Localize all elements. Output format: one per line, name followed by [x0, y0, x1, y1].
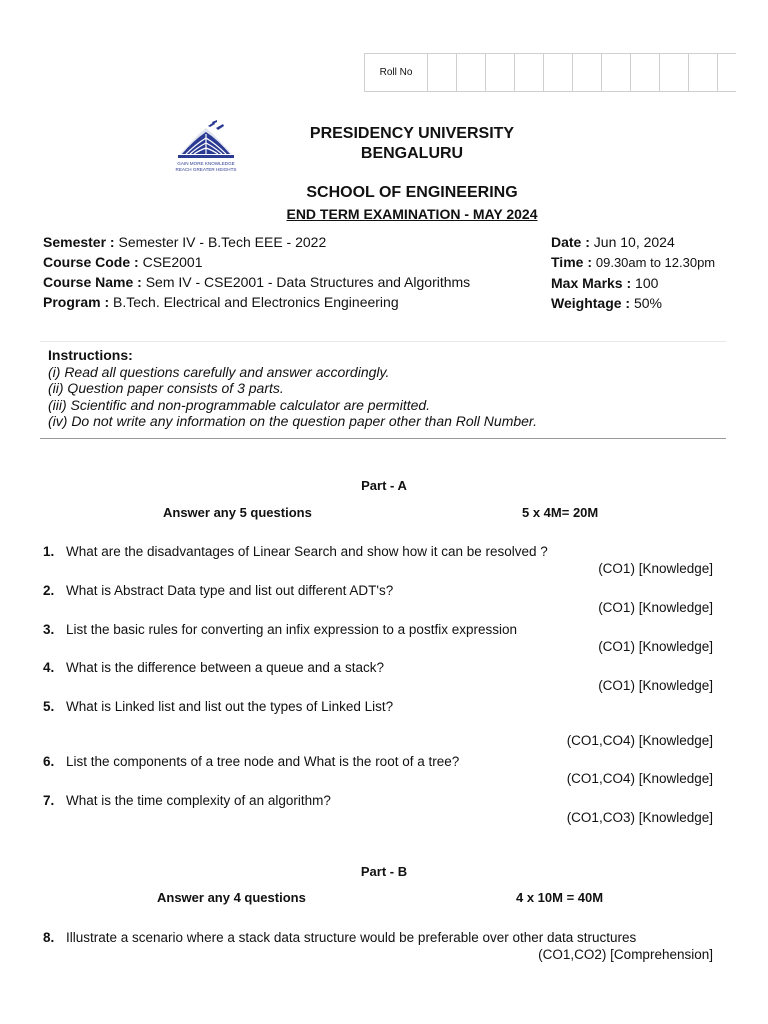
logo-text-2: REACH GREATER HEIGHTS — [175, 167, 237, 172]
roll-number-box[interactable] — [364, 53, 736, 92]
meta-value: CSE2001 — [142, 254, 203, 270]
question-7 — [43, 793, 331, 808]
meta-value: Sem IV - CSE2001 - Data Structures and Algorithms — [145, 274, 471, 290]
roll-cell[interactable] — [660, 54, 689, 91]
question-text: What are the disadvantages of Linear Search and show how it can be resolved ? — [66, 544, 548, 559]
meta-key: Time : — [551, 254, 592, 270]
roll-cell[interactable] — [689, 54, 718, 91]
roll-cell[interactable] — [486, 54, 515, 91]
meta-value: 100 — [635, 275, 659, 291]
question-text: List the components of a tree node and What is the root of a tree? — [66, 754, 460, 769]
question-7-tag: (CO1,CO3) [Knowledge] — [566, 810, 713, 825]
meta-key: Date : — [551, 234, 590, 250]
part-b-label: Part - B — [360, 864, 408, 879]
question-number: 7. — [43, 793, 55, 808]
instruction-item: (iv) Do not write any information on the question paper other than Roll Number. — [48, 413, 537, 429]
meta-value: 50% — [633, 295, 662, 311]
question-6 — [43, 754, 459, 769]
meta-value: Jun 10, 2024 — [593, 234, 675, 250]
exam-title: END TERM EXAMINATION - MAY 2024 — [286, 206, 538, 222]
meta-value: B.Tech. Electrical and Electronics Engineering — [113, 294, 399, 310]
instruction-item: (iii) Scientific and non-programmable calculator are permitted. — [48, 396, 431, 413]
roll-cell[interactable] — [573, 54, 602, 91]
meta-row-course-code — [43, 252, 470, 272]
meta-value: 09.30am to 12.30pm — [595, 255, 716, 270]
exam-details — [551, 232, 715, 313]
question-text: What is the time complexity of an algorithm? — [66, 793, 331, 808]
question-number: 5. — [43, 699, 55, 714]
part-a-instruction: Answer any 5 questions — [163, 505, 312, 520]
question-number: 8. — [43, 930, 55, 945]
meta-key: Program : — [43, 294, 110, 310]
instructions-box — [40, 341, 726, 439]
question-4 — [43, 660, 384, 675]
roll-cell[interactable] — [631, 54, 660, 91]
university-name: PRESIDENCY UNIVERSITY — [309, 125, 515, 142]
roll-cell[interactable] — [515, 54, 544, 91]
question-5 — [43, 699, 393, 714]
question-text: What is the difference between a queue and a stack? — [66, 660, 384, 675]
roll-number-label: Roll No — [365, 54, 428, 91]
question-2 — [43, 583, 393, 598]
meta-row-semester — [43, 232, 470, 252]
university-city: BENGALURU — [360, 145, 464, 162]
question-6-tag: (CO1,CO4) [Knowledge] — [566, 771, 713, 786]
logo-text-1: GAIN MORE KNOWLEDGE — [177, 161, 235, 166]
meta-key: Weightage : — [551, 295, 631, 311]
part-b-instruction: Answer any 4 questions — [157, 890, 306, 905]
meta-row-date — [551, 232, 715, 252]
question-2-tag: (CO1) [Knowledge] — [598, 600, 713, 615]
meta-key: Semester : — [43, 234, 115, 250]
question-number: 1. — [43, 544, 55, 559]
question-number: 4. — [43, 660, 55, 675]
part-b-marks: 4 x 10M = 40M — [516, 890, 604, 905]
instruction-item: (ii) Question paper consists of 3 parts. — [48, 380, 284, 396]
question-3-tag: (CO1) [Knowledge] — [598, 639, 713, 654]
school-name: SCHOOL OF ENGINEERING — [306, 184, 518, 201]
meta-key: Course Name : — [43, 274, 142, 290]
meta-key: Max Marks : — [551, 275, 632, 291]
meta-row-weightage — [551, 293, 715, 313]
roll-cell[interactable] — [428, 54, 457, 91]
instruction-item: (i) Read all questions carefully and answer accordingly. — [48, 363, 390, 380]
question-text: Illustrate a scenario where a stack data structure would be preferable over other data structures — [66, 930, 637, 945]
question-3 — [43, 622, 517, 637]
meta-value: Semester IV - B.Tech EEE - 2022 — [118, 234, 327, 250]
meta-row-time — [551, 252, 715, 273]
part-a-marks: 5 x 4M= 20M — [522, 505, 599, 520]
roll-cell[interactable] — [602, 54, 631, 91]
question-text: What is Linked list and list out the types of Linked List? — [66, 699, 394, 714]
part-a-label: Part - A — [361, 478, 407, 493]
question-number: 3. — [43, 622, 55, 637]
question-1 — [43, 544, 548, 559]
question-4-tag: (CO1) [Knowledge] — [598, 678, 713, 693]
meta-key: Course Code : — [43, 254, 139, 270]
meta-row-program — [43, 292, 470, 312]
question-number: 6. — [43, 754, 55, 769]
question-5-tag: (CO1,CO4) [Knowledge] — [566, 733, 713, 748]
roll-cell[interactable] — [457, 54, 486, 91]
question-text: List the basic rules for converting an infix expression to a postfix expression — [66, 622, 517, 637]
question-text: What is Abstract Data type and list out different ADT's? — [66, 583, 394, 598]
university-heading — [0, 124, 768, 164]
course-details — [43, 232, 470, 312]
instructions-title: Instructions: — [48, 347, 133, 363]
roll-cell[interactable] — [544, 54, 573, 91]
question-8 — [43, 930, 636, 945]
question-8-tag: (CO1,CO2) [Comprehension] — [538, 947, 713, 962]
meta-row-course-name — [43, 272, 470, 292]
question-number: 2. — [43, 583, 55, 598]
question-1-tag: (CO1) [Knowledge] — [598, 561, 713, 576]
meta-row-max-marks — [551, 273, 715, 293]
